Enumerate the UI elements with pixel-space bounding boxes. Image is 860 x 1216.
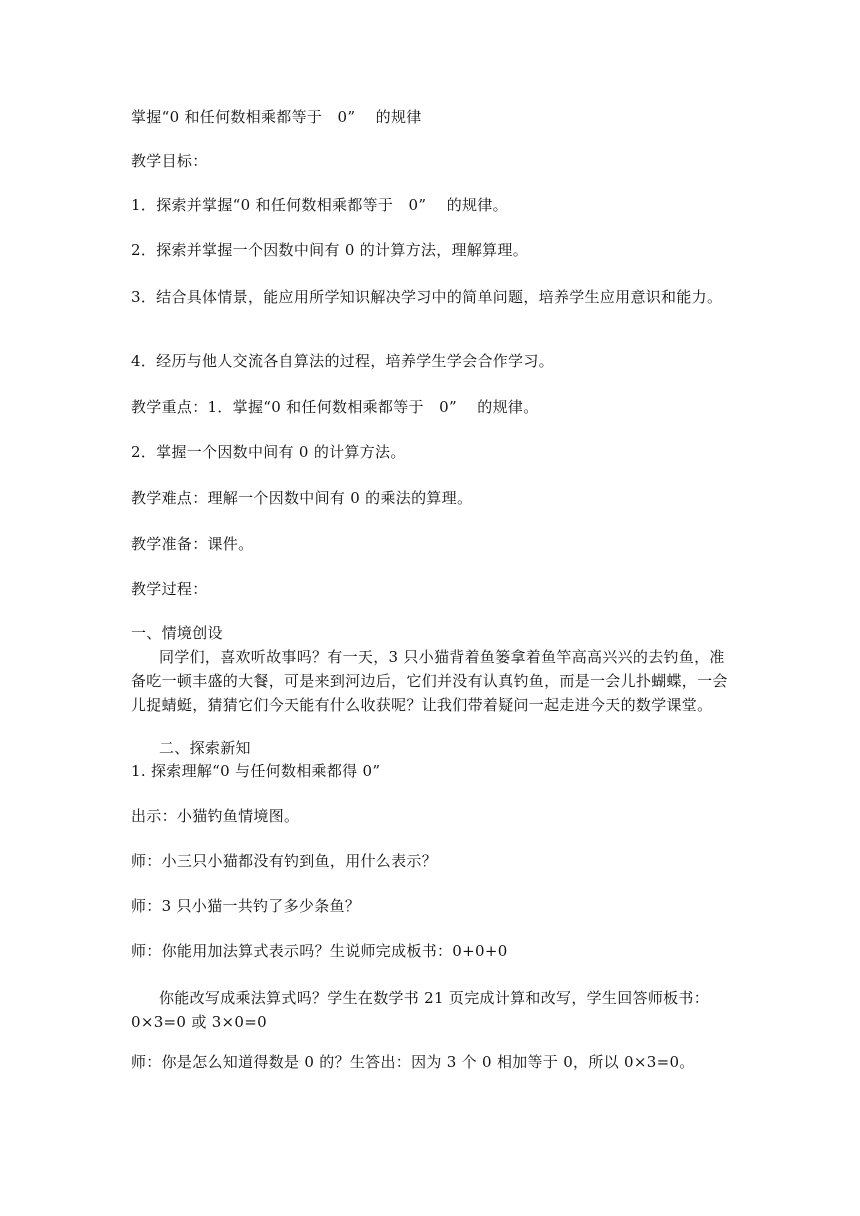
preparation-line: 教学准备：课件。 — [131, 535, 254, 553]
goal-3: 3．结合具体情景，能应用所学知识解决学习中的简单问题，培养学生应用意识和能力。 — [131, 288, 723, 306]
intro-objective-line: 掌握“0 和任何数相乘都等于 0” 的规律 — [131, 108, 422, 126]
process-heading: 教学过程： — [131, 580, 208, 598]
goal-2: 2．探索并掌握一个因数中间有 0 的计算方法，理解算理。 — [131, 241, 529, 259]
story-paragraph: 同学们，喜欢听故事吗？有一天，3 只小猫背着鱼篓拿着鱼竿高高兴兴的去钓鱼，准备吃一顿丰盛的大餐，可是来到河边后，它们并没有认真钓鱼，而是一会儿扑蝴蝶，一会儿捉蜻蜓，猜猜它们今天能有什么收获呢？让我们带着疑问一起走进今天的数学课堂。 — [131, 648, 728, 714]
teacher-question-2: 师：3 只小猫一共钓了多少条鱼？ — [131, 897, 361, 915]
goal-4: 4．经历与他人交流各自算法的过程，培养学生学会合作学习。 — [131, 352, 554, 370]
section-2-heading: 二、探索新知 — [159, 739, 251, 757]
teacher-question-1: 师：小三只小猫都没有钓到鱼，用什么表示？ — [131, 852, 438, 870]
rewrite-paragraph: 你能改写成乘法算式吗？学生在数学书 21 页完成计算和改写，学生回答师板书：0×3=0 或 3×0=0 — [131, 989, 710, 1031]
teacher-question-3: 师：你能用加法算式表示吗？生说师完成板书：0+0+0 — [131, 942, 508, 960]
teaching-goals-heading: 教学目标： — [131, 152, 208, 170]
subsection-1-heading: 1. 探索理解“0 与任何数相乘都得 0” — [131, 762, 381, 780]
section-1-heading: 一、情境创设 — [131, 624, 223, 642]
key-points-1: 教学重点：1．掌握“0 和任何数相乘都等于 0” 的规律。 — [131, 398, 539, 416]
difficulty-line: 教学难点：理解一个因数中间有 0 的乘法的算理。 — [131, 489, 473, 507]
goal-1: 1．探索并掌握“0 和任何数相乘都等于 0” 的规律。 — [131, 196, 508, 214]
key-points-2: 2．掌握一个因数中间有 0 的计算方法。 — [131, 443, 406, 461]
teacher-question-4: 师：你是怎么知道得数是 0 的？生答出：因为 3 个 0 相加等于 0，所以 0×3=0。 — [131, 1053, 695, 1071]
show-scene-line: 出示：小猫钓鱼情境图。 — [131, 807, 300, 825]
